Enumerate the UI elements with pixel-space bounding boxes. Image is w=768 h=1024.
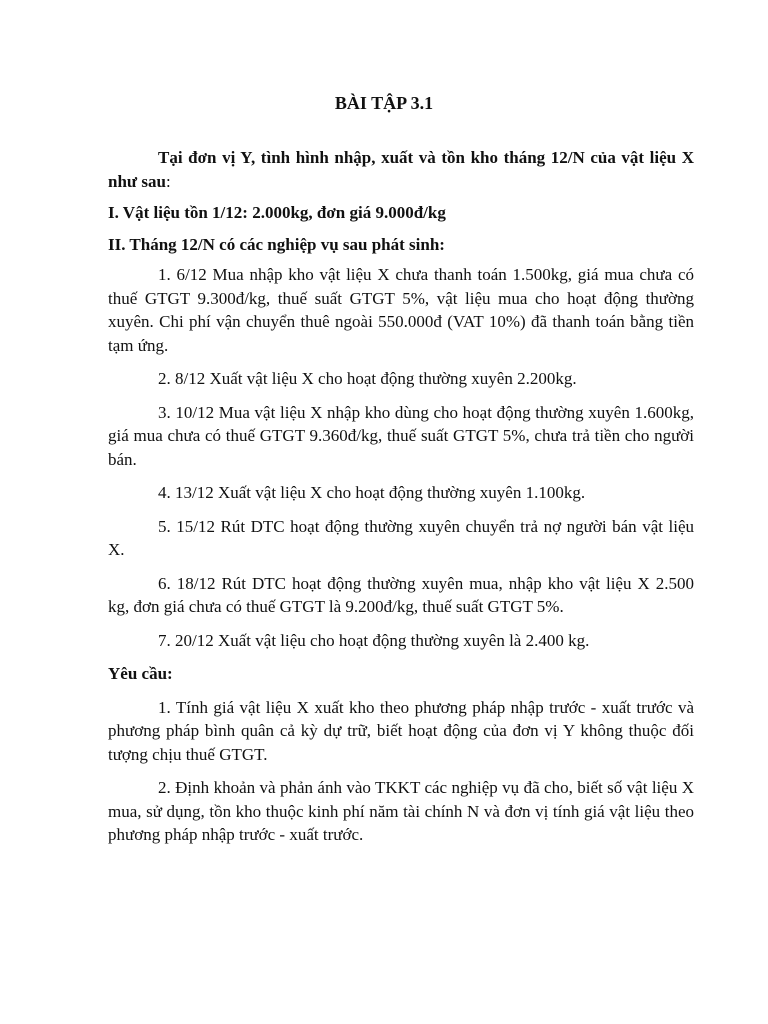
- intro-colon: :: [165, 171, 171, 191]
- transaction-item: 6. 18/12 Rút DTC hoạt động thường xuyên mua, nhập kho vật liệu X 2.500 kg, đơn giá chưa có thuế GTGT là 9.200đ/kg, thuế suất GTGT 5%.: [108, 573, 694, 616]
- requirement-item: 1. Tính giá vật liệu X xuất kho theo phương pháp nhập trước - xuất trước và phương pháp bình quân cả kỳ dự trữ, biết hoạt động của đơn vị Y không thuộc đối tượng chịu thuế GTGT.: [108, 697, 694, 764]
- transaction-item: 5. 15/12 Rút DTC hoạt động thường xuyên chuyển trả nợ người bán vật liệu X.: [108, 516, 694, 559]
- requirements-heading: Yêu cầu:: [108, 664, 173, 683]
- transaction-item: 7. 20/12 Xuất vật liệu cho hoạt động thường xuyên là 2.400 kg.: [158, 630, 590, 650]
- transaction-item: 3. 10/12 Mua vật liệu X nhập kho dùng cho hoạt động thường xuyên 1.600kg, giá mua chưa có thuế GTGT 9.360đ/kg, thuế suất GTGT 5%, chưa trả tiền cho người bán.: [108, 402, 694, 469]
- transaction-item: 4. 13/12 Xuất vật liệu X cho hoạt động thường xuyên 1.100kg.: [158, 483, 586, 502]
- intro-text: Tại đơn vị Y, tình hình nhập, xuất và tồn kho tháng 12/N của vật liệu X như sau: [108, 148, 694, 191]
- section-heading-transactions: II. Tháng 12/N có các nghiệp vụ sau phát sinh:: [108, 234, 445, 254]
- transaction-item: 2. 8/12 Xuất vật liệu X cho hoạt động thường xuyên 2.200kg.: [158, 369, 577, 388]
- document-body: [108, 146, 694, 847]
- page-title: BÀI TẬP 3.1: [334, 93, 434, 113]
- transaction-item: 1. 6/12 Mua nhập kho vật liệu X chưa thanh toán 1.500kg, giá mua chưa có thuế GTGT 9.300đ/kg, thuế suất GTGT 5%, vật liệu mua cho hoạt động thường xuyên. Chi phí vận chuyển thuê ngoài 550.000đ (VAT 10%) đã thanh toán bằng tiền tạm ứng.: [108, 265, 694, 355]
- requirement-item: 2. Định khoản và phản ánh vào TKKT các nghiệp vụ đã cho, biết số vật liệu X mua, sử dụng, tồn kho thuộc kinh phí năm tài chính N và đơn vị tính giá vật liệu theo phương pháp nhập trước - xuất trước.: [108, 778, 694, 844]
- intro-paragraph: [108, 146, 694, 193]
- section-heading-inventory: I. Vật liệu tồn 1/12: 2.000kg, đơn giá 9.000đ/kg: [108, 203, 446, 222]
